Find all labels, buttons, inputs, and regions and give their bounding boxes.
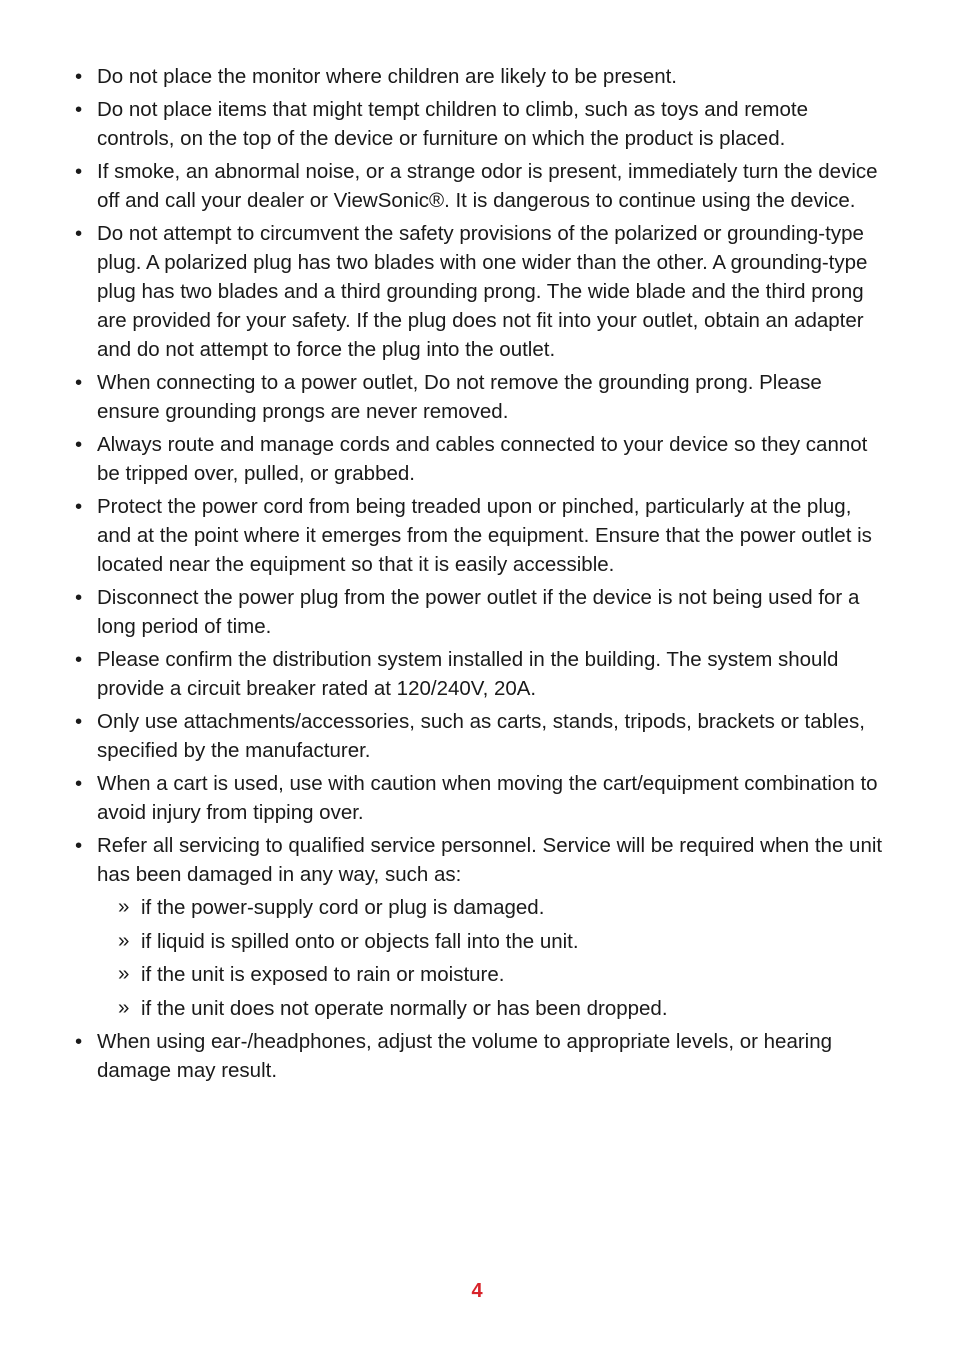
- bullet-icon: •: [75, 495, 83, 518]
- list-item-text: Please confirm the distribution system installed in the building. The system should provide a circuit breaker rated at 120/240V, 20A.: [97, 648, 839, 700]
- safety-content: [74, 62, 886, 1089]
- list-item-text: Only use attachments/accessories, such as carts, stands, tripods, brackets or tables, specified by the manufacturer.: [97, 710, 865, 762]
- sub-list-item-text: if liquid is spilled onto or objects fall into the unit.: [141, 929, 579, 953]
- list-item-text: Always route and manage cords and cables connected to your device so they cannot be tripped over, pulled, or grabbed.: [97, 433, 868, 485]
- list-item-text: When connecting to a power outlet, Do not remove the grounding prong. Please ensure grounding prongs are never removed.: [97, 371, 822, 423]
- list-item: [74, 1027, 886, 1085]
- list-item-text: Protect the power cord from being treaded upon or pinched, particularly at the plug, and at the point where it emerges from the equipment. Ensure that the power outlet is located near the equipment so that it is easily accessible.: [97, 495, 872, 576]
- list-item-text: When using ear-/headphones, adjust the volume to appropriate levels, or hearing damage may result.: [97, 1030, 833, 1082]
- bullet-icon: •: [75, 772, 83, 795]
- list-item-text: Do not place items that might tempt children to climb, such as toys and remote controls, on the top of the device or furniture on which the product is placed.: [97, 98, 808, 150]
- list-item-text: Refer all servicing to qualified service personnel. Service will be required when the unit has been damaged in any way, such as:: [97, 834, 883, 886]
- list-item: [74, 219, 886, 364]
- list-item: [74, 368, 886, 426]
- bullet-icon: •: [75, 433, 83, 456]
- list-item-text: Do not place the monitor where children are likely to be present.: [97, 65, 678, 88]
- bullet-icon: •: [75, 371, 83, 394]
- list-item-text: Do not attempt to circumvent the safety provisions of the polarized or grounding-type plug. A polarized plug has two blades with one wider than the other. A grounding-type plug has two blades and a third grounding prong. The wide blade and the third prong are provided for your safety. If the plug does not fit into your outlet, obtain an adapter and do not attempt to force the plug into the outlet.: [97, 222, 868, 361]
- chevron-double-right-icon: »: [118, 962, 130, 985]
- page-number: 4: [471, 1280, 483, 1302]
- list-item: [74, 492, 886, 579]
- list-item: [74, 62, 886, 91]
- list-item: [74, 583, 886, 641]
- list-item-text: When a cart is used, use with caution when moving the cart/equipment combination to avoid injury from tipping over.: [97, 772, 878, 824]
- list-item: [74, 430, 886, 488]
- servicing-sub-list: [97, 893, 886, 1023]
- sub-list-item: [97, 994, 886, 1023]
- bullet-icon: •: [75, 65, 83, 88]
- bullet-icon: •: [75, 710, 83, 733]
- chevron-double-right-icon: »: [118, 928, 130, 952]
- sub-list-item: [97, 893, 886, 922]
- list-item: [74, 95, 886, 153]
- list-item: [74, 769, 886, 827]
- safety-bullet-list: [74, 62, 886, 1085]
- chevron-double-right-icon: »: [118, 895, 130, 918]
- bullet-icon: •: [75, 834, 83, 857]
- list-item: [74, 707, 886, 765]
- sub-list-item: [97, 927, 886, 956]
- bullet-icon: •: [75, 1030, 83, 1053]
- bullet-icon: •: [75, 222, 83, 245]
- chevron-double-right-icon: »: [118, 995, 130, 1019]
- sub-list-item-text: if the power-supply cord or plug is damaged.: [141, 896, 545, 919]
- sub-list-item-text: if the unit does not operate normally or has been dropped.: [141, 996, 668, 1020]
- list-item-text: Disconnect the power plug from the power outlet if the device is not being used for a long period of time.: [97, 586, 860, 638]
- bullet-icon: •: [75, 98, 83, 121]
- sub-list-item: [97, 960, 886, 989]
- list-item-text: If smoke, an abnormal noise, or a strange odor is present, immediately turn the device off and call your dealer or ViewSonic®. It is dangerous to continue using the device.: [97, 160, 878, 212]
- list-item: [74, 645, 886, 703]
- list-item: [74, 157, 886, 215]
- bullet-icon: •: [75, 648, 83, 671]
- sub-list-item-text: if the unit is exposed to rain or moisture.: [141, 963, 505, 986]
- list-item: [74, 831, 886, 1023]
- bullet-icon: •: [75, 160, 83, 183]
- bullet-icon: •: [75, 586, 83, 609]
